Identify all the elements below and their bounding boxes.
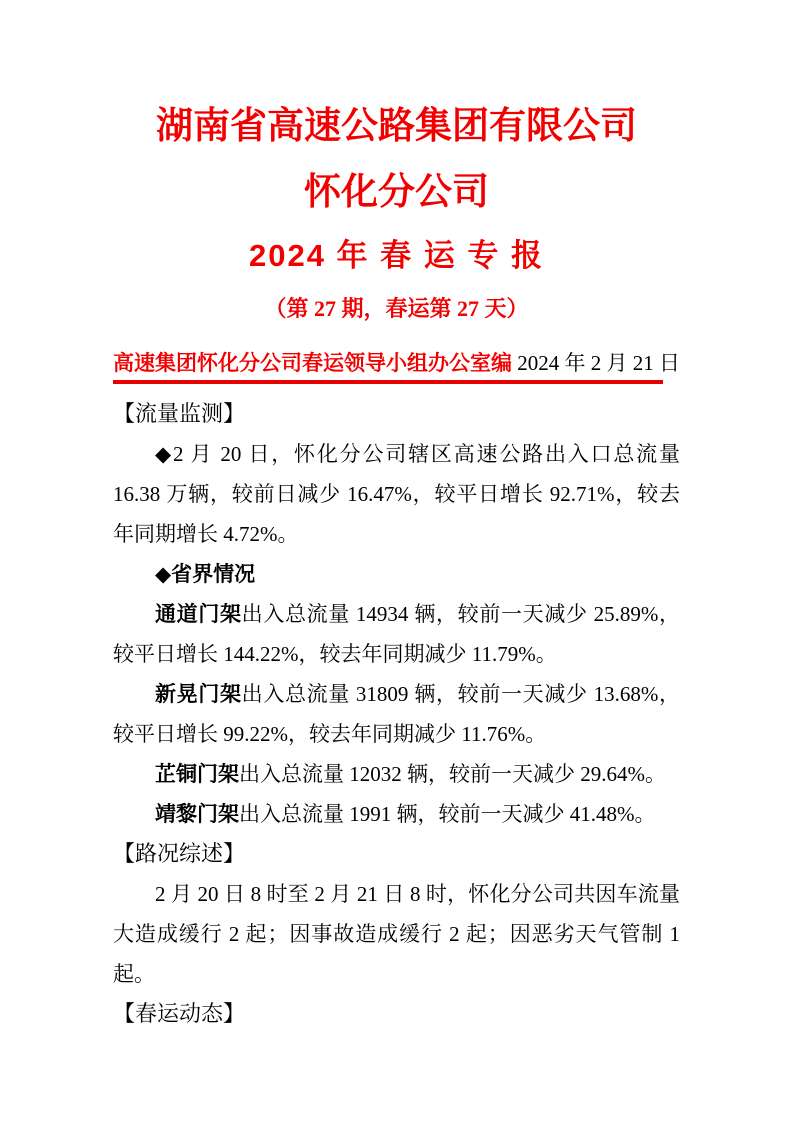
section-heading — [113, 994, 680, 1034]
section-heading — [113, 834, 680, 874]
emphasis-text: 靖黎门架 — [155, 802, 239, 826]
emphasis-text: ◆省界情况 — [155, 562, 256, 586]
text-run: 出入总流量 31809 辆，较前一天减少 13.68%，较平日增长 99.22%，较去年同期减少 11.76%。 — [113, 682, 680, 746]
text-run: 【流量监测】 — [113, 401, 246, 426]
document-header — [0, 0, 793, 324]
emphasis-text: 新晃门架 — [155, 682, 242, 706]
red-divider-rule — [113, 380, 663, 384]
section-heading — [113, 394, 680, 434]
text-run: 出入总流量 12032 辆，较前一天减少 29.64%。 — [239, 762, 666, 786]
text-run: 【路况综述】 — [113, 841, 246, 866]
emphasis-text: 通道门架 — [155, 602, 242, 626]
paragraph — [113, 674, 680, 754]
text-run: 2 月 20 日 8 时至 2 月 21 日 8 时，怀化分公司共因车流量大造成缓行 2 起；因事故造成缓行 2 起；因恶劣天气管制 1 起。 — [113, 882, 686, 986]
paragraph — [113, 554, 680, 594]
title-report-name: 2024 年 春 运 专 报 — [248, 238, 545, 273]
editor-label: 高速集团怀化分公司春运领导小组办公室编 — [113, 351, 512, 375]
document-body — [113, 394, 686, 1034]
paragraph — [113, 874, 686, 994]
paragraph — [113, 594, 680, 674]
text-run: 【春运动态】 — [113, 1001, 246, 1026]
paragraph — [113, 794, 680, 834]
title-company: 湖南省高速公路集团有限公司 — [156, 105, 637, 146]
text-run: ◆2 月 20 日，怀化分公司辖区高速公路出入口总流量 16.38 万辆，较前日减少 16.47%，较平日增长 92.71%，较去年同期增长 4.72%。 — [113, 442, 686, 546]
text-run: 出入总流量 14934 辆，较前一天减少 25.89%，较平日增长 144.22%，较去年同期减少 11.79%。 — [113, 602, 680, 666]
title-branch: 怀化分公司 — [304, 171, 489, 212]
text-run: 出入总流量 1991 辆，较前一天减少 41.48%。 — [239, 802, 656, 826]
paragraph — [113, 754, 680, 794]
issue-note: （第 27 期，春运第 27 天） — [264, 296, 529, 321]
paragraph — [113, 434, 686, 554]
editor-line — [113, 348, 680, 378]
issue-date: 2024 年 2 月 21 日 — [517, 351, 680, 375]
emphasis-text: 芷铜门架 — [155, 762, 239, 786]
